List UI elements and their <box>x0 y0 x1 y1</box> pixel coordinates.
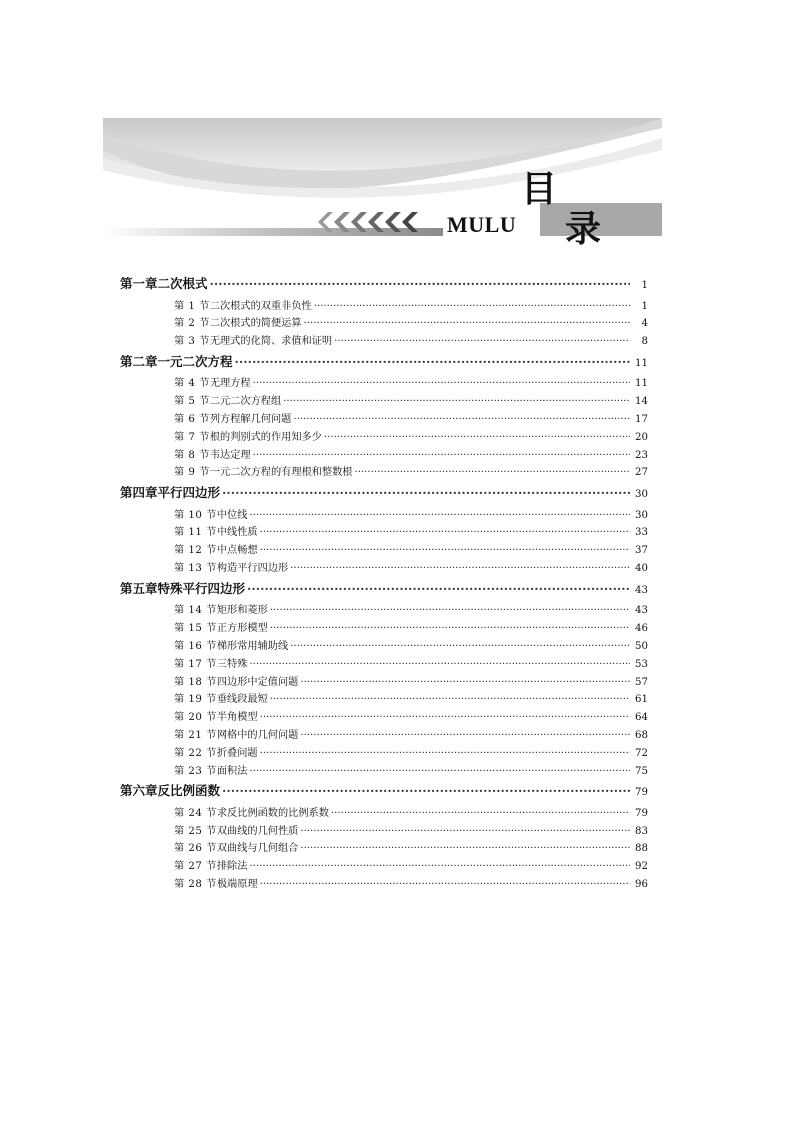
toc-section-row[interactable] <box>120 392 648 410</box>
toc-section-row[interactable] <box>120 690 648 708</box>
section-title: 二次根式的简便运算 <box>209 318 302 330</box>
section-number: 第 5 节 <box>174 396 210 408</box>
section-number: 第 24 节 <box>174 807 217 819</box>
dot-leader <box>210 276 630 291</box>
page-number: 96 <box>635 879 648 891</box>
dot-leader <box>222 783 630 798</box>
page-number: 72 <box>635 747 648 759</box>
section-title: 半角模型 <box>216 712 258 724</box>
toc-chapter-row[interactable] <box>120 274 648 297</box>
dot-leader <box>235 354 630 369</box>
chapter-title: 特殊平行四边形 <box>157 580 246 596</box>
section-title: 极端原理 <box>216 879 258 891</box>
section-number: 第 19 节 <box>174 694 217 706</box>
dot-leader <box>260 527 630 538</box>
header-decoration <box>0 0 790 260</box>
page-number: 8 <box>641 336 648 348</box>
page-number: 50 <box>635 640 648 652</box>
page-number: 46 <box>635 623 648 635</box>
section-title: 垂线段最短 <box>216 694 268 706</box>
section-number: 第 28 节 <box>174 879 217 891</box>
toc-header <box>0 0 790 260</box>
chapter-number: 第六章 <box>120 783 158 799</box>
toc-section-row[interactable] <box>120 673 648 691</box>
dot-leader <box>300 843 630 854</box>
page-number: 23 <box>635 449 648 461</box>
table-of-contents <box>120 272 648 893</box>
section-number: 第 17 节 <box>174 658 217 670</box>
dot-leader <box>270 605 630 616</box>
toc-section-row[interactable] <box>120 374 648 392</box>
section-number: 第 12 节 <box>174 545 217 557</box>
section-title: 一元二次方程的有理根和整数根 <box>209 467 353 479</box>
page-number: 53 <box>635 658 648 670</box>
page-number: 27 <box>635 467 648 479</box>
chapter-title: 平行四边形 <box>157 485 221 501</box>
section-title: 二元二次方程组 <box>209 396 282 408</box>
page-number: 79 <box>635 787 648 799</box>
dot-leader <box>253 378 630 389</box>
section-number: 第 7 节 <box>174 431 210 443</box>
section-number: 第 3 节 <box>174 336 210 348</box>
chapter-number: 第一章 <box>120 276 158 291</box>
dot-leader <box>290 641 630 652</box>
section-number: 第 20 节 <box>174 712 217 724</box>
toc-section-row[interactable] <box>120 428 648 446</box>
dot-leader <box>300 826 630 837</box>
toc-section-row[interactable] <box>120 708 648 726</box>
toc-section-row[interactable] <box>120 559 648 577</box>
toc-section-row[interactable] <box>120 822 648 840</box>
dot-leader <box>300 730 630 741</box>
toc-section-row[interactable] <box>120 744 648 762</box>
toc-title-char-1: 目 <box>521 169 558 210</box>
section-number: 第 13 节 <box>174 563 217 575</box>
toc-section-row[interactable] <box>120 875 648 893</box>
toc-section-row[interactable] <box>120 762 648 780</box>
section-title: 构造平行四边形 <box>216 563 289 575</box>
section-number: 第 10 节 <box>174 509 217 521</box>
section-number: 第 6 节 <box>174 413 210 425</box>
dot-leader <box>283 396 630 407</box>
toc-chapter-row[interactable] <box>120 352 648 375</box>
toc-section-row[interactable] <box>120 297 648 315</box>
toc-section-row[interactable] <box>120 314 648 332</box>
page-number: 57 <box>635 676 648 688</box>
dot-leader <box>331 808 630 819</box>
section-number: 第 1 节 <box>174 300 210 312</box>
page-number: 14 <box>635 396 648 408</box>
page-number: 61 <box>635 694 648 706</box>
section-number: 第 21 节 <box>174 729 217 741</box>
dot-leader <box>260 748 630 759</box>
section-title: 求反比例函数的比例系数 <box>216 807 329 819</box>
section-number: 第 15 节 <box>174 623 217 635</box>
dot-leader <box>253 450 630 461</box>
page-number: 33 <box>635 527 648 539</box>
page-number: 30 <box>635 489 648 501</box>
section-title: 中位线 <box>216 509 248 521</box>
section-number: 第 27 节 <box>174 861 217 873</box>
section-title: 韦达定理 <box>209 449 251 461</box>
dot-leader <box>270 623 630 634</box>
dot-leader <box>334 336 630 347</box>
section-number: 第 26 节 <box>174 843 217 855</box>
toc-section-row[interactable] <box>120 332 648 350</box>
page-number: 64 <box>635 712 648 724</box>
page-number: 40 <box>635 563 648 575</box>
section-number: 第 8 节 <box>174 449 210 461</box>
dot-leader <box>293 414 630 425</box>
page-number: 1 <box>641 300 648 312</box>
dot-leader <box>270 694 630 705</box>
dot-leader <box>260 545 630 556</box>
page-number: 68 <box>635 729 648 741</box>
section-title: 网格中的几何问题 <box>216 729 299 741</box>
toc-section-row[interactable] <box>120 463 648 481</box>
section-number: 第 18 节 <box>174 676 217 688</box>
chapter-number: 第五章 <box>120 580 158 596</box>
dot-leader <box>249 861 630 872</box>
section-title: 双曲线的几何性质 <box>216 825 299 837</box>
section-number: 第 11 节 <box>174 527 217 539</box>
section-title: 根的判别式的作用知多少 <box>209 431 322 443</box>
dot-leader <box>314 301 630 312</box>
toc-section-row[interactable] <box>120 541 648 559</box>
dot-leader <box>300 677 630 688</box>
chapter-title: 反比例函数 <box>157 783 221 799</box>
dot-leader <box>324 432 630 443</box>
chapter-number: 第四章 <box>120 485 158 501</box>
section-title: 排除法 <box>216 861 248 873</box>
section-number: 第 22 节 <box>174 747 217 759</box>
page-number: 11 <box>635 357 648 369</box>
section-title: 中点畅想 <box>216 545 258 557</box>
section-title: 正方形模型 <box>216 623 268 635</box>
page-number: 43 <box>635 605 648 617</box>
section-title: 四边形中定值问题 <box>216 676 299 688</box>
page-number: 75 <box>635 765 648 777</box>
toc-section-row[interactable] <box>120 410 648 428</box>
section-title: 无理式的化简、求值和证明 <box>209 336 333 348</box>
section-number: 第 16 节 <box>174 640 217 652</box>
page-number: 43 <box>635 584 648 596</box>
page-number: 37 <box>635 545 648 557</box>
section-number: 第 23 节 <box>174 765 217 777</box>
dot-leader <box>354 467 630 478</box>
section-title: 梯形常用辅助线 <box>216 640 289 652</box>
toc-section-row[interactable] <box>120 839 648 857</box>
chapter-title: 一元二次方程 <box>157 353 233 369</box>
chapter-number: 第二章 <box>120 353 158 369</box>
page-number: 11 <box>635 378 648 390</box>
mulu-label: MULU <box>447 212 517 237</box>
section-number: 第 14 节 <box>174 605 217 617</box>
toc-chapter-row[interactable] <box>120 483 648 506</box>
toc-section-row[interactable] <box>120 506 648 524</box>
dot-leader <box>222 485 630 500</box>
toc-section-row[interactable] <box>120 446 648 464</box>
dot-leader <box>260 879 630 890</box>
toc-section-row[interactable] <box>120 637 648 655</box>
page-number: 83 <box>635 825 648 837</box>
toc-section-row[interactable] <box>120 523 648 541</box>
toc-section-row[interactable] <box>120 601 648 619</box>
dot-leader <box>260 712 630 723</box>
section-number: 第 9 节 <box>174 467 210 479</box>
page-number: 30 <box>635 509 648 521</box>
dot-leader <box>304 318 630 329</box>
toc-title-char-2: 录 <box>565 209 602 250</box>
page-number: 1 <box>641 280 648 291</box>
section-number: 第 4 节 <box>174 378 210 390</box>
dot-leader <box>249 510 630 521</box>
toc-chapter-row[interactable] <box>120 579 648 602</box>
section-title: 矩形和菱形 <box>216 605 268 617</box>
dot-leader <box>290 563 630 574</box>
toc-section-row[interactable] <box>120 619 648 637</box>
page-number: 4 <box>641 318 648 330</box>
chapter-title: 二次根式 <box>157 276 208 291</box>
section-title: 双曲线与几何组合 <box>216 843 299 855</box>
dot-leader <box>249 766 630 777</box>
section-title: 中线性质 <box>216 527 258 539</box>
section-number: 第 25 节 <box>174 825 217 837</box>
section-title: 面积法 <box>216 765 248 777</box>
section-title: 无理方程 <box>209 378 251 390</box>
page-number: 88 <box>635 843 648 855</box>
page-number: 17 <box>635 413 648 425</box>
page-number: 79 <box>635 807 648 819</box>
page-number: 92 <box>635 861 648 873</box>
section-title: 折叠问题 <box>216 747 258 759</box>
toc-section-row[interactable] <box>120 804 648 822</box>
toc-section-row[interactable] <box>120 857 648 875</box>
section-number: 第 2 节 <box>174 318 210 330</box>
dot-leader <box>247 581 630 596</box>
toc-chapter-row[interactable] <box>120 781 648 804</box>
toc-section-row[interactable] <box>120 726 648 744</box>
toc-section-row[interactable] <box>120 655 648 673</box>
section-title: 列方程解几何问题 <box>209 413 292 425</box>
section-title: 三特殊 <box>216 658 248 670</box>
dot-leader <box>249 659 630 670</box>
page-number: 20 <box>635 431 648 443</box>
section-title: 二次根式的双重非负性 <box>209 300 312 312</box>
